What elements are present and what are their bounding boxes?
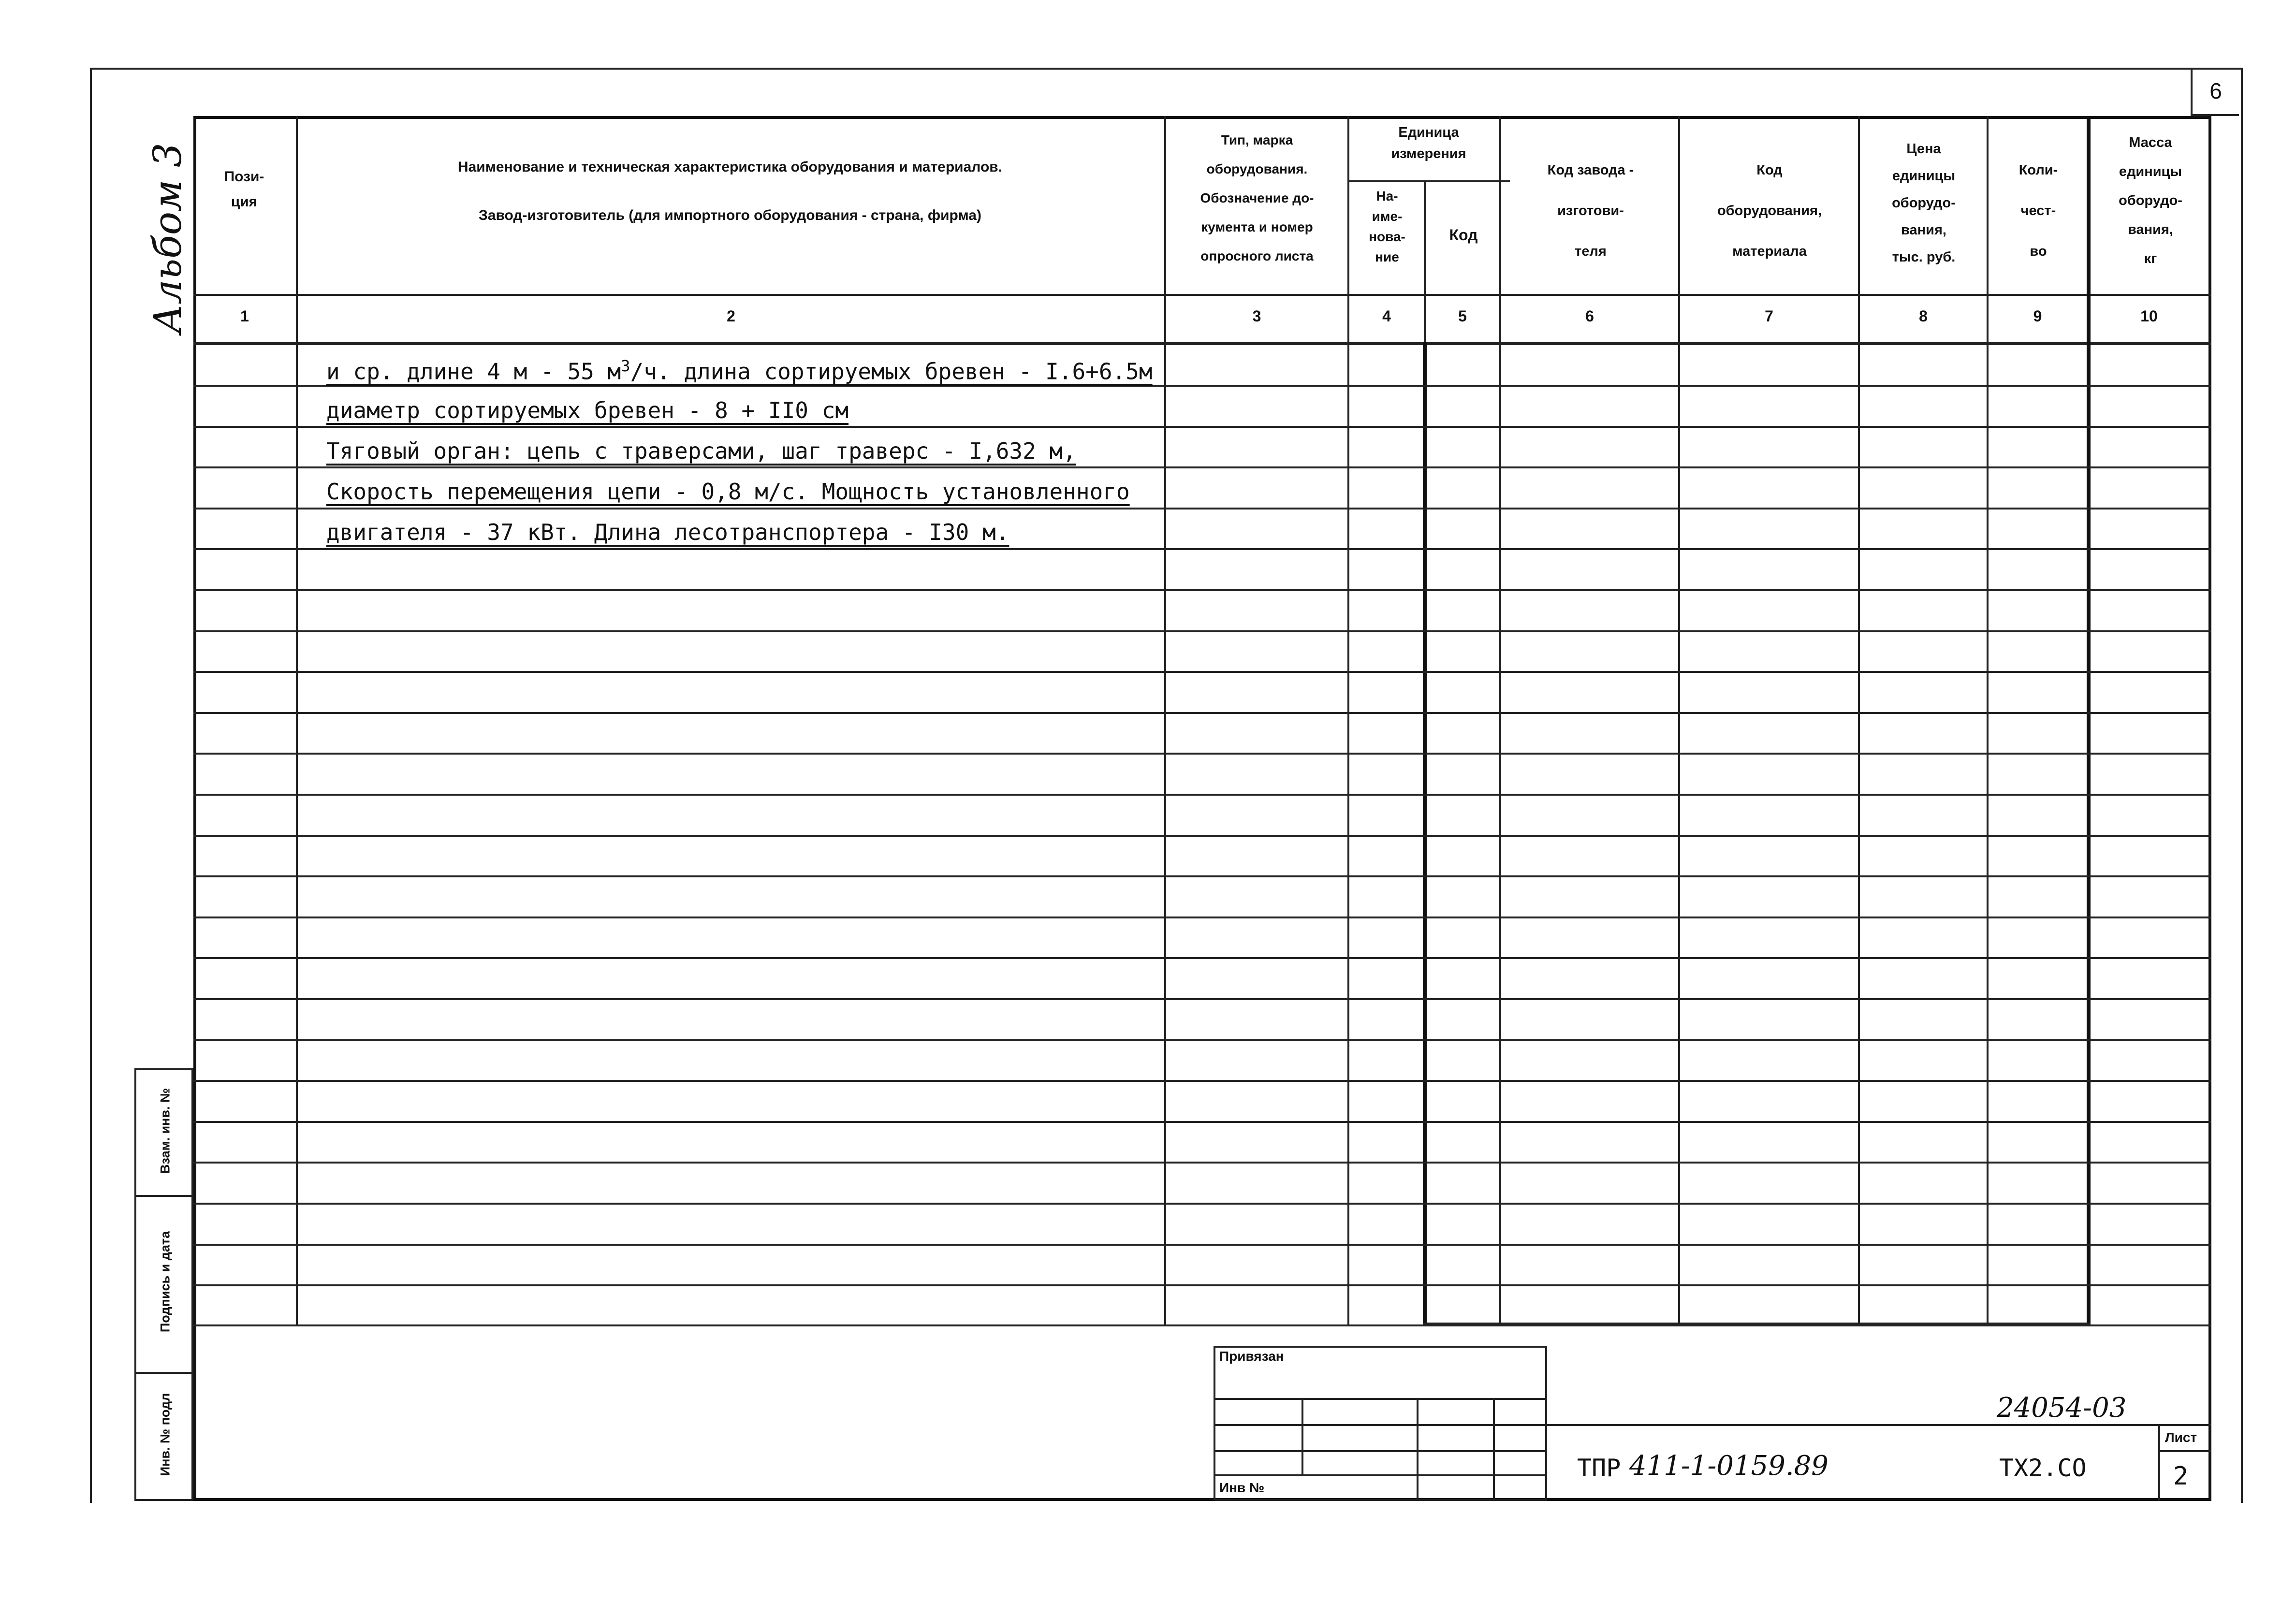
table-row-line	[193, 589, 2211, 591]
spec-row-2: диаметр сортируемых бревен - 8 + II0 см	[326, 397, 849, 423]
table-row-line	[193, 1244, 2211, 1246]
table-row-line	[193, 794, 2211, 796]
album-label: Альбом 3	[145, 143, 190, 334]
privyazan-vline-2	[1417, 1398, 1419, 1501]
privyazan-line-2	[1214, 1424, 1547, 1426]
header-unit-code: Код	[1449, 226, 1478, 244]
col-divider-4	[1423, 342, 1427, 1324]
column-number-line	[193, 342, 2211, 345]
stamp-signature-date	[134, 1195, 193, 1374]
colnum-2: 2	[727, 307, 735, 325]
table-row-line	[193, 917, 2211, 918]
table-row-line	[193, 875, 2211, 877]
stamp-inv-podl-label: Инв. № подл	[158, 1393, 173, 1476]
table-row-line	[193, 466, 2211, 468]
header-mass: Масса единицы оборудо- вания, кг	[2119, 135, 2182, 266]
corner-sheet-number: 6	[2191, 68, 2239, 116]
spec-row-4: Скорость перемещения цепи - 0,8 м/с. Мощность установленного	[326, 479, 1130, 505]
col-divider-6	[1678, 116, 1680, 1324]
stamp-signature-date-label: Подпись и дата	[158, 1231, 173, 1333]
table-row-line	[193, 1203, 2211, 1205]
privyazan-block	[1214, 1346, 1547, 1501]
header-position	[203, 164, 285, 215]
header-type: Тип, марка оборудования. Обозначение до- кумента и номер опросного листа	[1200, 132, 1314, 263]
colnum-6: 6	[1585, 307, 1594, 325]
stamp-inv-podl	[134, 1372, 193, 1501]
table-row-line	[193, 712, 2211, 714]
colnum-1: 1	[240, 307, 249, 325]
header-manufacturer-code: Код завода - изготови- теля	[1547, 162, 1634, 259]
list-box-divider	[2158, 1424, 2160, 1501]
spec-row-1-a: и ср. длине 4 м - 55 м	[326, 358, 621, 385]
header-unit-name: На- име- нова- ние	[1369, 189, 1405, 264]
privyazan-label: Привязан	[1219, 1349, 1284, 1364]
spec-row-1-sup: 3	[621, 357, 630, 375]
title-block-top-line	[1547, 1424, 2211, 1426]
col-divider-7	[1858, 116, 1860, 1324]
table-row-line	[193, 1080, 2211, 1082]
list-label: Лист	[2165, 1430, 2197, 1445]
unit-group-line	[1347, 180, 1510, 182]
stamp-vzam-inv	[134, 1068, 193, 1197]
col-divider-8	[1987, 116, 1989, 1324]
doc-prefix: ТПР	[1577, 1454, 1621, 1482]
header-unit-group: Единица измерения	[1391, 125, 1466, 161]
table-row-line	[193, 548, 2211, 550]
table-row-line	[193, 426, 2211, 428]
col-divider-3	[1347, 116, 1349, 1324]
privyazan-line-1	[1214, 1398, 1547, 1400]
header-position-text: Пози- ция	[224, 169, 264, 210]
col-divider-9	[2087, 116, 2091, 1324]
doc-number: 411-1-0159.89	[1629, 1450, 1828, 1482]
stamp-vzam-inv-label: Взам. инв. №	[158, 1088, 173, 1174]
handwritten-number: 24054-03	[1997, 1392, 2127, 1424]
table-row-line	[193, 508, 2211, 509]
inv-no-label: Инв №	[1219, 1480, 1265, 1495]
table-bottom-line	[193, 1324, 2211, 1326]
header-quantity: Коли- чест- во	[2018, 162, 2058, 259]
colnum-3: 3	[1252, 307, 1261, 325]
table-row-line	[193, 630, 2211, 632]
col-divider-1	[296, 116, 298, 1324]
spec-row-5: двигателя - 37 кВт. Длина лесотранспортера - I30 м.	[326, 519, 1009, 545]
spec-row-1	[326, 357, 1153, 384]
list-number: 2	[2173, 1462, 2189, 1491]
table-row-line	[193, 385, 2211, 387]
header-price: Цена единицы оборудо- вания, тыс. руб.	[1892, 141, 1956, 265]
table-row-line	[193, 1121, 2211, 1123]
table-row-line	[193, 998, 2211, 1000]
doc-code: ТХ2.СО	[1999, 1454, 2087, 1482]
header-name-line1: Наименование и техническая характеристика оборудования и материалов.	[457, 159, 1003, 175]
col-divider-2	[1164, 116, 1166, 1324]
colnum-9: 9	[2033, 307, 2042, 325]
table-row-line	[193, 1162, 2211, 1164]
spec-row-3: Тяговый орган: цепь с траверсами, шаг траверс - I,632 м,	[326, 438, 1076, 464]
table-row-line	[193, 957, 2211, 959]
list-box-line	[2158, 1450, 2211, 1452]
privyazan-vline-1	[1302, 1398, 1303, 1474]
colnum-4: 4	[1382, 307, 1391, 325]
colnum-10: 10	[2140, 307, 2158, 325]
header-equipment-code: Код оборудования, материала	[1717, 162, 1822, 259]
header-name-line2: Завод-изготовитель (для импортного оборудования - страна, фирма)	[479, 207, 981, 223]
spec-row-1-b: /ч. длина сортируемых бревен - I.6+6.5м	[630, 358, 1153, 385]
privyazan-line-4	[1214, 1474, 1547, 1476]
privyazan-vline-3	[1493, 1398, 1495, 1501]
colnum-5: 5	[1458, 307, 1467, 325]
table-row-line	[193, 1039, 2211, 1041]
table-row-line	[193, 835, 2211, 837]
header-bottom-line	[193, 294, 2211, 296]
privyazan-line-3	[1214, 1450, 1547, 1452]
table-row-line	[193, 671, 2211, 673]
colnum-7: 7	[1765, 307, 1773, 325]
table-row-line	[193, 1284, 2211, 1286]
col-divider-5	[1499, 116, 1501, 1324]
colnum-8: 8	[1919, 307, 1928, 325]
table-row-line	[193, 753, 2211, 755]
